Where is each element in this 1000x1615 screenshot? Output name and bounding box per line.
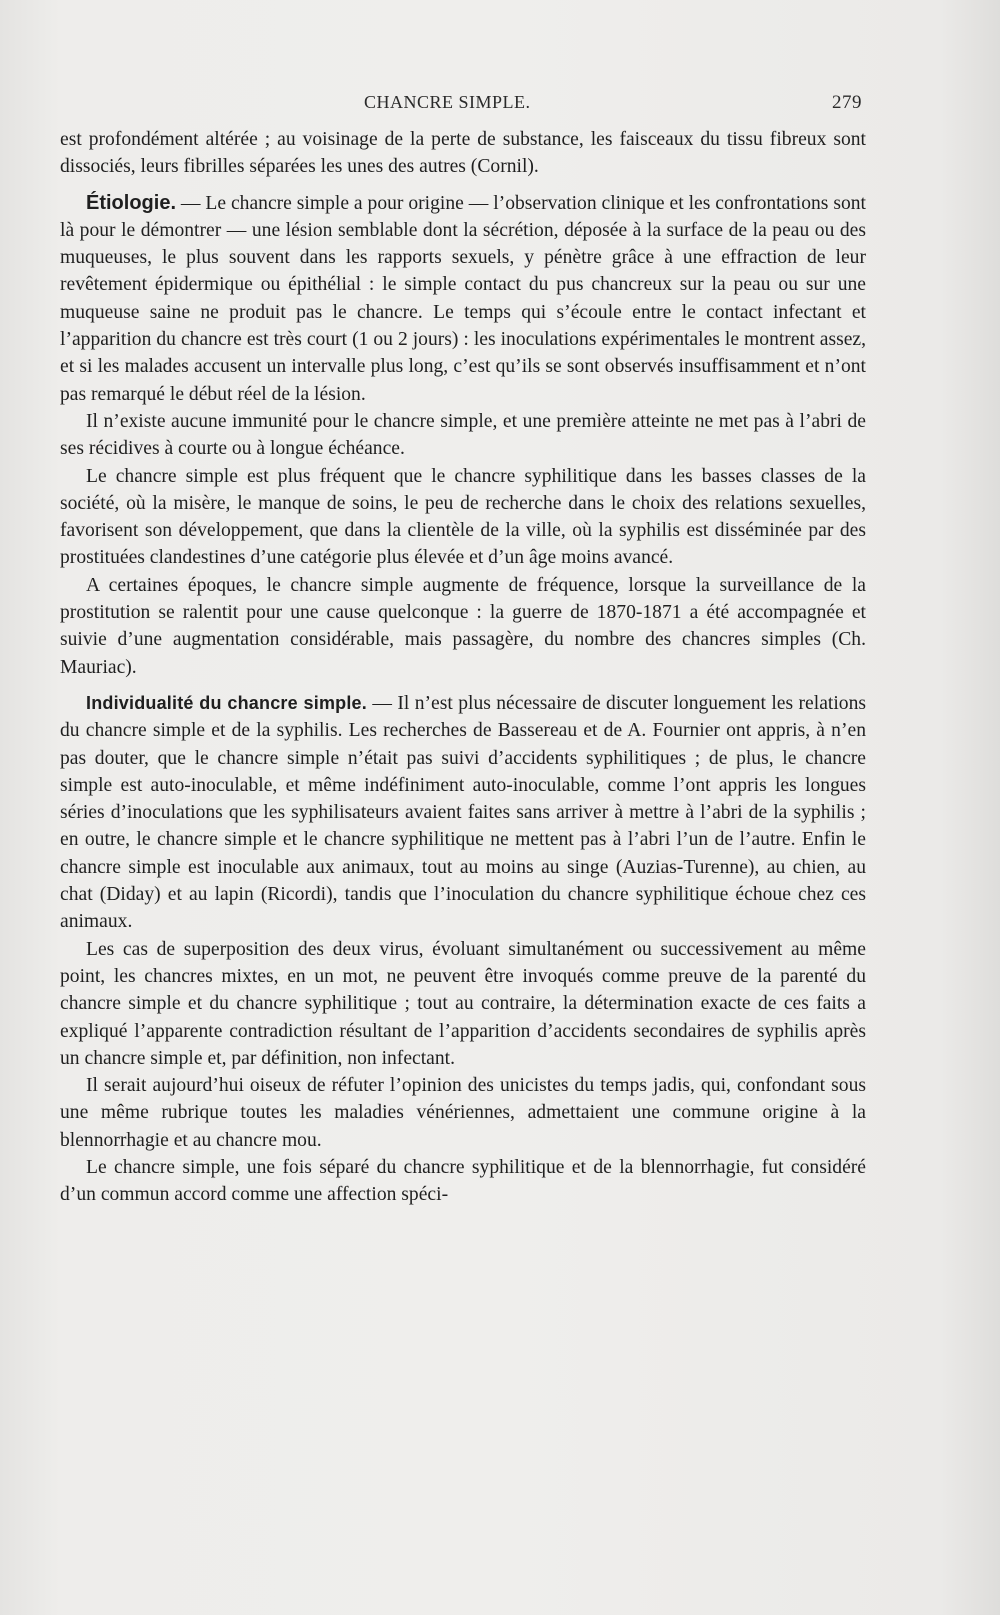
paragraph-etiologie-text: — Le chancre simple a pour origine — l’observation clinique et les confrontations sont là pour le démontrer — une lésion semblable dont la sécrétion, déposée à la surface de la peau ou des muqueuses, le plus souvent dans les rapports sexuels, y pénètre grâce à une effraction de leur revêtement épidermique ou épithélial : le simple contact du pus chancreux sur la peau ou sur une muqueuse saine ne produit pas le chancre. Le temps qui s’écoule entre le contact infectant et l’apparition du chancre est très court (1 ou 2 jours) : les inoculations expérimentales le montrent assez, et si les malades accusent un intervalle plus long, c’est qu’ils se sont observés insuffisamment et n’ont pas remarqué le début réel de la lésion.	[60, 192, 866, 405]
running-head-title: CHANCRE SIMPLE.	[364, 92, 531, 112]
paragraph-etiologie	[60, 190, 866, 408]
paragraph-individualite	[60, 690, 866, 936]
running-head	[62, 92, 862, 116]
page-number: 279	[832, 92, 862, 113]
paragraph-unicistes: Il serait aujourd’hui oiseux de réfuter l’opinion des unicistes du temps jadis, qui, confondant sous une même rubrique toutes les maladies vénériennes, admettaient une commune origine à la blennorrhagie et au chancre mou.	[60, 1075, 866, 1151]
paragraph-epoques: A certaines époques, le chancre simple augmente de fréquence, lorsque la surveillance de la prostitution se ralentit pour une cause quelconque : la guerre de 1870-1871 a été accompagnée et suivie d’une augmentation considérable, mais passagère, du nombre des chancres simples (Ch. Mauriac).	[60, 574, 866, 678]
paragraph-individualite-text: — Il n’est plus nécessaire de discuter longuement les relations du chancre simple et de la syphilis. Les recherches de Bassereau et de A. Fournier ont appris, à n’en pas douter, que le chancre simple n’était pas suivi d’accidents syphilitiques ; de plus, le chancre simple est auto-inoculable, et même indéfiniment auto-inoculable, comme l’ont appris les longues séries d’inoculations que les syphilisateurs avaient faites sans arriver à mettre à l’abri de la syphilis ; en outre, le chancre simple et le chancre syphilitique ne mettent pas à l’abri l’un de l’autre. Enfin le chancre simple est inoculable aux animaux, tout au moins au singe (Auzias-Turenne), au chien, au chat (Diday) et au lapin (Ricordi), tandis que l’inoculation du chancre syphilitique échoue chez ces animaux.	[60, 692, 866, 933]
section-heading-individualite: Individualité du chancre simple.	[86, 692, 367, 713]
paragraph-frequence: Le chancre simple est plus fréquent que le chancre syphilitique dans les basses classes de la société, où la misère, le manque de soins, le peu de recherche dans le choix des relations sexuelles, favorisent son développement, que dans la clientèle de la ville, où la syphilis est disséminée par des prostituées clandestines d’une catégorie plus élevée et d’un âge moins avancé.	[60, 465, 866, 569]
body-text	[60, 126, 866, 1209]
paragraph-superposition: Les cas de superposition des deux virus, évoluant simultanément ou successivement au même point, les chancres mixtes, en un mot, ne peuvent être invoqués comme preuve de la parenté du chancre simple et du chancre syphilitique ; tout au contraire, la détermination exacte de ces faits a expliqué l’apparente contradiction résultant de l’apparition d’accidents secondaires de syphilis après un chancre simple et, par définition, non infectant.	[60, 938, 866, 1069]
paragraph-continued: est profondément altérée ; au voisinage de la perte de substance, les faisceaux du tissu fibreux sont dissociés, leurs fibrilles séparées les unes des autres (Cornil).	[60, 129, 866, 178]
paragraph-separation: Le chancre simple, une fois séparé du chancre syphilitique et de la blennorrhagie, fut considéré d’un commun accord comme une affection spéci-	[60, 1156, 866, 1206]
section-heading-etiologie: Étiologie.	[86, 191, 176, 214]
paragraph-immunite: Il n’existe aucune immunité pour le chancre simple, et une première atteinte ne met pas à l’abri de ses récidives à courte ou à longue échéance.	[60, 410, 866, 460]
